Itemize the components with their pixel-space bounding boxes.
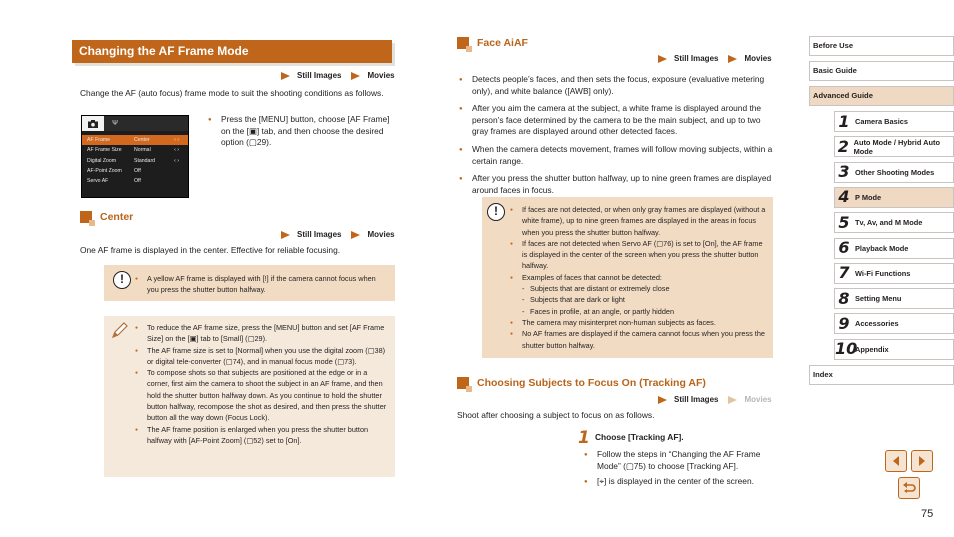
camera-menu-row	[82, 145, 188, 155]
nav-index[interactable]: Index	[809, 365, 954, 385]
center-caution-box	[104, 265, 395, 301]
chapter-label: Appendix	[855, 344, 889, 354]
camera-menu-row-value: Center	[134, 137, 150, 143]
camera-menu-row-label: AF-Point Zoom	[87, 167, 122, 174]
chapter-label: Accessories	[855, 319, 899, 329]
step-title: Choose [Tracking AF].	[595, 432, 684, 442]
step-bullet: ● Press the [MENU] button, choose [AF Frame] on the [▣] tab, and then choose the desired option (▢29).	[207, 114, 397, 149]
arrow-left-icon	[890, 455, 902, 467]
camera-menu-screenshot	[81, 115, 189, 198]
camera-menu-row	[82, 166, 188, 176]
nav-chapter-9[interactable]	[834, 313, 954, 334]
camera-menu-row	[82, 176, 188, 186]
heading-square-icon	[457, 377, 469, 389]
tracking-intro: Shoot after choosing a subject to focus on as follows.	[457, 410, 655, 420]
chapter-label: Auto Mode / Hybrid Auto Mode	[853, 137, 940, 156]
tips-list	[135, 322, 387, 446]
face-aiaf-bullet: ● Detects people’s faces, and then sets the focus, exposure (evaluative metering only), and white balance ([AWB] only).	[458, 74, 774, 97]
camera-menu-row-value: Standard	[134, 157, 156, 164]
camera-menu-row-value: Normal	[134, 147, 151, 154]
camera-menu-row-label: AF Frame	[87, 137, 111, 143]
tip-item: ● To reduce the AF frame size, press the [MENU] button and set [AF Frame Size] on the [▣] tab to [Small] (▢29).	[135, 322, 387, 345]
heading-square-icon	[457, 37, 469, 49]
caution-item: ● If faces are not detected, or when only gray frames are displayed (without a white frame), up to nine green frames are displayed in the areas in focus when you press the shutter button halfway.	[510, 204, 767, 238]
nav-chapter-6[interactable]	[834, 238, 954, 259]
movies-marker-icon	[728, 396, 737, 404]
return-button[interactable]	[898, 477, 920, 499]
nav-chapter-3[interactable]	[834, 162, 954, 183]
chapter-number: 2	[837, 136, 849, 156]
caution-item: ● Examples of faces that cannot be detected:	[510, 272, 767, 283]
chapter-number: 4	[838, 187, 850, 207]
caution-subitem: - Subjects that are dark or light	[510, 294, 767, 305]
camera-menu-row-value: Off	[134, 167, 141, 174]
camera-menu-row	[82, 135, 188, 145]
camera-tab-icon	[82, 116, 104, 131]
still-images-label: Still Images	[674, 395, 719, 404]
tracking-af-heading	[457, 376, 706, 390]
face-caution-box	[482, 197, 773, 358]
tip-item: ● The AF frame position is enlarged when you press the shutter button halfway with [AF-Point Zoom] (▢52) set to [On].	[135, 424, 387, 447]
movies-label: Movies	[367, 71, 395, 80]
nav-chapter-4[interactable]	[834, 187, 954, 208]
face-aiaf-heading	[457, 36, 528, 50]
still-images-marker-icon	[281, 231, 290, 239]
camera-menu-row-label: AF Frame Size	[87, 147, 122, 154]
chapter-number: 10	[835, 339, 858, 359]
center-tips-box	[104, 316, 395, 477]
caution-item: ● A yellow AF frame is displayed with [!] if the camera cannot focus when you press the shutter button halfway.	[135, 273, 387, 296]
face-aiaf-bullet: ● After you aim the camera at the subject, a white frame is displayed around the person’s face determined by the camera to be the main subject, and up to two gray frames are displayed around other detected faces.	[458, 103, 774, 138]
still-images-marker-icon	[658, 55, 667, 63]
still-images-label: Still Images	[674, 54, 719, 63]
face-aiaf-heading-label: Face AiAF	[477, 37, 528, 49]
chapter-number: 3	[838, 162, 850, 182]
settings-tab-icon: Ψ	[112, 119, 118, 127]
nav-before-use[interactable]: Before Use	[809, 36, 954, 56]
nav-chapter-5[interactable]	[834, 212, 954, 233]
intro-text: Change the AF (auto focus) frame mode to suit the shooting conditions as follows.	[80, 88, 384, 98]
tracking-mode-indicator	[658, 394, 772, 405]
camera-menu-row-label: Servo AF	[87, 178, 109, 185]
caution-subitem: - Faces in profile, at an angle, or partly hidden	[510, 306, 767, 317]
nav-chapter-1[interactable]	[834, 111, 954, 132]
chapter-label: Other Shooting Modes	[855, 167, 935, 177]
chapter-number: 8	[838, 288, 850, 308]
camera-menu-row	[82, 156, 188, 166]
movies-label: Movies	[744, 395, 772, 404]
return-arrow-icon	[902, 482, 916, 494]
face-aiaf-bullet: ● When the camera detects movement, frames will follow moving subjects, within a certain range.	[458, 144, 774, 167]
chapter-label: Wi-Fi Functions	[855, 268, 911, 278]
camera-menu-row-label: Digital Zoom	[87, 157, 117, 164]
chapter-number: 7	[838, 263, 850, 283]
page-number: 75	[921, 508, 934, 520]
face-aiaf-bullet: ● After you press the shutter button halfway, up to nine green frames are displayed around faces in focus.	[458, 173, 774, 196]
chapter-number: 1	[838, 111, 850, 131]
face-caution-list	[510, 204, 767, 351]
section-title-af-frame-mode: Changing the AF Frame Mode	[72, 40, 392, 63]
face-mode-indicator	[658, 53, 772, 64]
still-images-label: Still Images	[297, 71, 342, 80]
tip-item: ● To compose shots so that subjects are positioned at the edge or in a corner, first aim the camera to shoot the subject in an AF frame, and then hold the shutter button halfway down. As you continue to hold the shutter button halfway, recompose the shot as desired, and then press the shutter button all the way down (Focus Lock).	[135, 367, 387, 423]
tracking-bullet: ● Follow the steps in “Changing the AF Frame Mode” (▢75) to choose [Tracking AF].	[583, 449, 775, 472]
center-mode-indicator	[281, 229, 395, 240]
camera-menu-row-arrow: ‹ ›	[174, 137, 179, 143]
still-images-label: Still Images	[297, 230, 342, 239]
chapter-number: 5	[838, 212, 850, 232]
caution-icon: !	[487, 203, 505, 221]
movies-marker-icon	[351, 72, 360, 80]
still-images-marker-icon	[281, 72, 290, 80]
nav-basic-guide[interactable]: Basic Guide	[809, 61, 954, 81]
caution-item: ● If faces are not detected when Servo AF (▢76) is set to [On], the AF frame is displayed in the center of the screen when you press the shutter button halfway.	[510, 238, 767, 272]
nav-chapter-8[interactable]	[834, 288, 954, 309]
step-number: 1	[578, 428, 590, 448]
arrow-right-icon	[916, 455, 928, 467]
tracking-bullet: ● [⌖] is displayed in the center of the screen.	[583, 476, 775, 488]
tracking-bullets	[583, 449, 775, 492]
movies-marker-icon	[728, 55, 737, 63]
chapter-label: Tv, Av, and M Mode	[855, 218, 923, 228]
chapter-number: 9	[838, 313, 850, 333]
chapter-label: Camera Basics	[855, 117, 909, 126]
camera-menu-tabs	[82, 116, 188, 131]
mode-indicator	[281, 70, 395, 81]
nav-advanced-guide[interactable]: Advanced Guide	[809, 86, 954, 106]
pencil-icon	[111, 321, 129, 343]
movies-label: Movies	[367, 230, 395, 239]
nav-chapter-2[interactable]	[834, 136, 954, 157]
tracking-af-heading-label: Choosing Subjects to Focus On (Tracking AF)	[477, 377, 706, 389]
nav-chapter-10[interactable]	[834, 339, 954, 360]
chapter-label: Setting Menu	[855, 294, 902, 304]
caution-icon: !	[113, 271, 131, 289]
center-text: One AF frame is displayed in the center. Effective for reliable focusing.	[80, 245, 341, 255]
camera-menu-row-value: Off	[134, 178, 141, 185]
heading-square-icon	[80, 211, 92, 223]
caution-subitem: - Subjects that are distant or extremely close	[510, 283, 767, 294]
face-aiaf-bullets	[458, 74, 774, 202]
movies-marker-icon	[351, 231, 360, 239]
movies-label: Movies	[744, 54, 772, 63]
camera-menu-rows	[82, 135, 188, 186]
nav-chapter-7[interactable]	[834, 263, 954, 284]
next-page-button[interactable]	[911, 450, 933, 472]
chapter-number: 6	[838, 238, 850, 257]
prev-page-button[interactable]	[885, 450, 907, 472]
caution-item: ● No AF frames are displayed if the camera cannot focus when you press the shutter button halfway.	[510, 328, 767, 351]
center-heading	[80, 210, 133, 224]
chapter-label: P Mode	[855, 192, 882, 202]
center-heading-label: Center	[100, 211, 134, 223]
tip-item: ● The AF frame size is set to [Normal] when you use the digital zoom (▢38) or digital tele-converter (▢74), and in manual focus mode (▢73).	[135, 345, 387, 368]
caution-item: ● The camera may misinterpret non-human subjects as faces.	[510, 317, 767, 328]
still-images-marker-icon	[658, 396, 667, 404]
step-list	[207, 114, 397, 153]
camera-menu-row-arrow: ‹ ›	[174, 157, 179, 164]
camera-menu-row-arrow: ‹ ›	[174, 147, 179, 154]
chapter-label: Playback Mode	[855, 243, 909, 253]
